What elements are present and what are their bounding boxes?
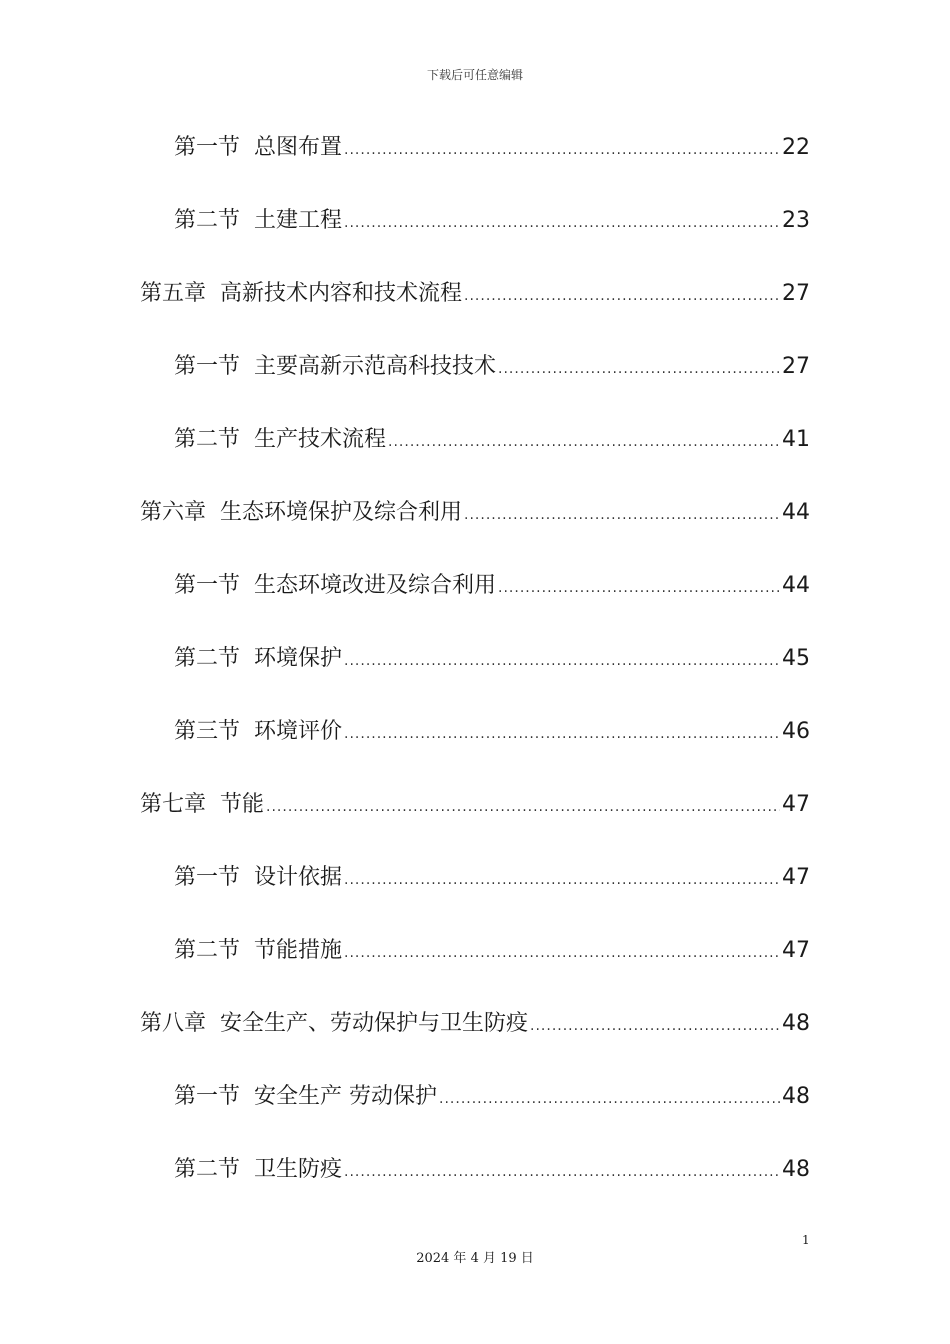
toc-entry-title: 主要高新示范高科技技术 [254, 354, 497, 379]
toc-entry [174, 931, 810, 971]
toc-entry-label [174, 128, 342, 168]
toc-entry [174, 639, 810, 679]
toc-entry-number: 第二节 [174, 938, 241, 963]
toc-entry-number: 第一节 [174, 865, 241, 890]
toc-entry-number: 第一节 [174, 354, 241, 379]
toc-entry-number: 第五章 [140, 281, 207, 306]
toc-entry-title: 生产技术流程 [254, 427, 387, 452]
dot-leader [344, 860, 780, 900]
toc-entry-title: 总图布置 [254, 135, 343, 160]
toc-entry-label [174, 639, 342, 679]
toc-entry [174, 858, 810, 898]
toc-entry-number: 第二节 [174, 208, 241, 233]
toc-entry-label [174, 566, 496, 606]
toc-entry-title: 安全生产、劳动保护与卫生防疫 [220, 1011, 529, 1036]
toc-entry-title: 卫生防疫 [254, 1157, 343, 1182]
toc-entry [174, 1077, 810, 1117]
toc-entry-label [174, 1150, 342, 1190]
dot-leader [530, 1006, 780, 1046]
toc-entry-label [174, 347, 496, 387]
toc-entry-title: 节能 [220, 792, 265, 817]
toc-entry-number: 第三节 [174, 719, 241, 744]
toc-entry [174, 201, 810, 241]
toc-entry-title: 生态环境改进及综合利用 [254, 573, 497, 598]
toc-entry-label [174, 420, 386, 460]
dot-leader [498, 349, 780, 389]
dot-leader [344, 130, 780, 170]
toc-entry-label [174, 712, 342, 752]
dot-leader [439, 1079, 780, 1119]
header-note: 下载后可任意编辑 [426, 68, 523, 82]
page-number: 1 [802, 1233, 810, 1247]
toc-entry-title: 高新技术内容和技术流程 [220, 281, 463, 306]
dot-leader [344, 933, 780, 973]
toc-entry [174, 420, 810, 460]
toc-entry [140, 274, 810, 314]
toc-entry-title: 环境保护 [254, 646, 343, 671]
toc-entry [174, 128, 810, 168]
dot-leader [344, 714, 780, 754]
toc-entry-page: 27 [782, 281, 810, 306]
dot-leader [464, 495, 780, 535]
toc-entry-label [174, 931, 342, 971]
toc-entry-number: 第一节 [174, 573, 241, 598]
toc-entry-page: 44 [782, 573, 810, 598]
toc-entry-label [174, 1077, 437, 1117]
toc-entry [174, 566, 810, 606]
toc-entry [140, 493, 810, 533]
toc-entry-title: 环境评价 [254, 719, 343, 744]
dot-leader [344, 1152, 780, 1192]
dot-leader [344, 203, 780, 243]
toc-entry-label [174, 858, 342, 898]
toc-entry-page: 48 [782, 1011, 810, 1036]
toc-entry-label [140, 493, 462, 533]
toc-entry-number: 第六章 [140, 500, 207, 525]
toc-entry [174, 712, 810, 752]
toc-entry [140, 785, 810, 825]
toc-entry-title: 设计依据 [254, 865, 343, 890]
toc-entry-number: 第七章 [140, 792, 207, 817]
dot-leader [388, 422, 780, 462]
toc-entry-page: 47 [782, 865, 810, 890]
toc-entry-page: 47 [782, 792, 810, 817]
dot-leader [464, 276, 780, 316]
toc-entry-label [140, 274, 462, 314]
toc-entry-number: 第一节 [174, 135, 241, 160]
toc-entry-label [140, 785, 264, 825]
toc-entry-page: 44 [782, 500, 810, 525]
toc-entry [140, 1004, 810, 1044]
toc-entry-page: 41 [782, 427, 810, 452]
toc-entry-page: 23 [782, 208, 810, 233]
toc-entry-label [174, 201, 342, 241]
toc-entry-title: 生态环境保护及综合利用 [220, 500, 463, 525]
toc-entry-title: 安全生产 劳动保护 [254, 1084, 438, 1109]
toc-entry-page: 45 [782, 646, 810, 671]
toc-entry-page: 47 [782, 938, 810, 963]
dot-leader [266, 787, 780, 827]
toc-entry-number: 第二节 [174, 646, 241, 671]
toc-entry-number: 第八章 [140, 1011, 207, 1036]
footer-date: 2024 年 4 月 19 日 [416, 1251, 534, 1266]
toc-entry-page: 48 [782, 1157, 810, 1182]
toc-entry [174, 347, 810, 387]
dot-leader [498, 568, 780, 608]
toc-entry-title: 土建工程 [254, 208, 343, 233]
dot-leader [344, 641, 780, 681]
toc-entry-title: 节能措施 [254, 938, 343, 963]
toc-entry-page: 48 [782, 1084, 810, 1109]
toc-entry-page: 27 [782, 354, 810, 379]
toc-entry-page: 22 [782, 135, 810, 160]
toc-entry-label [140, 1004, 528, 1044]
toc-entry-number: 第二节 [174, 1157, 241, 1182]
toc-entry-number: 第一节 [174, 1084, 241, 1109]
toc-entry [174, 1150, 810, 1190]
toc-entry-number: 第二节 [174, 427, 241, 452]
toc-entry-page: 46 [782, 719, 810, 744]
